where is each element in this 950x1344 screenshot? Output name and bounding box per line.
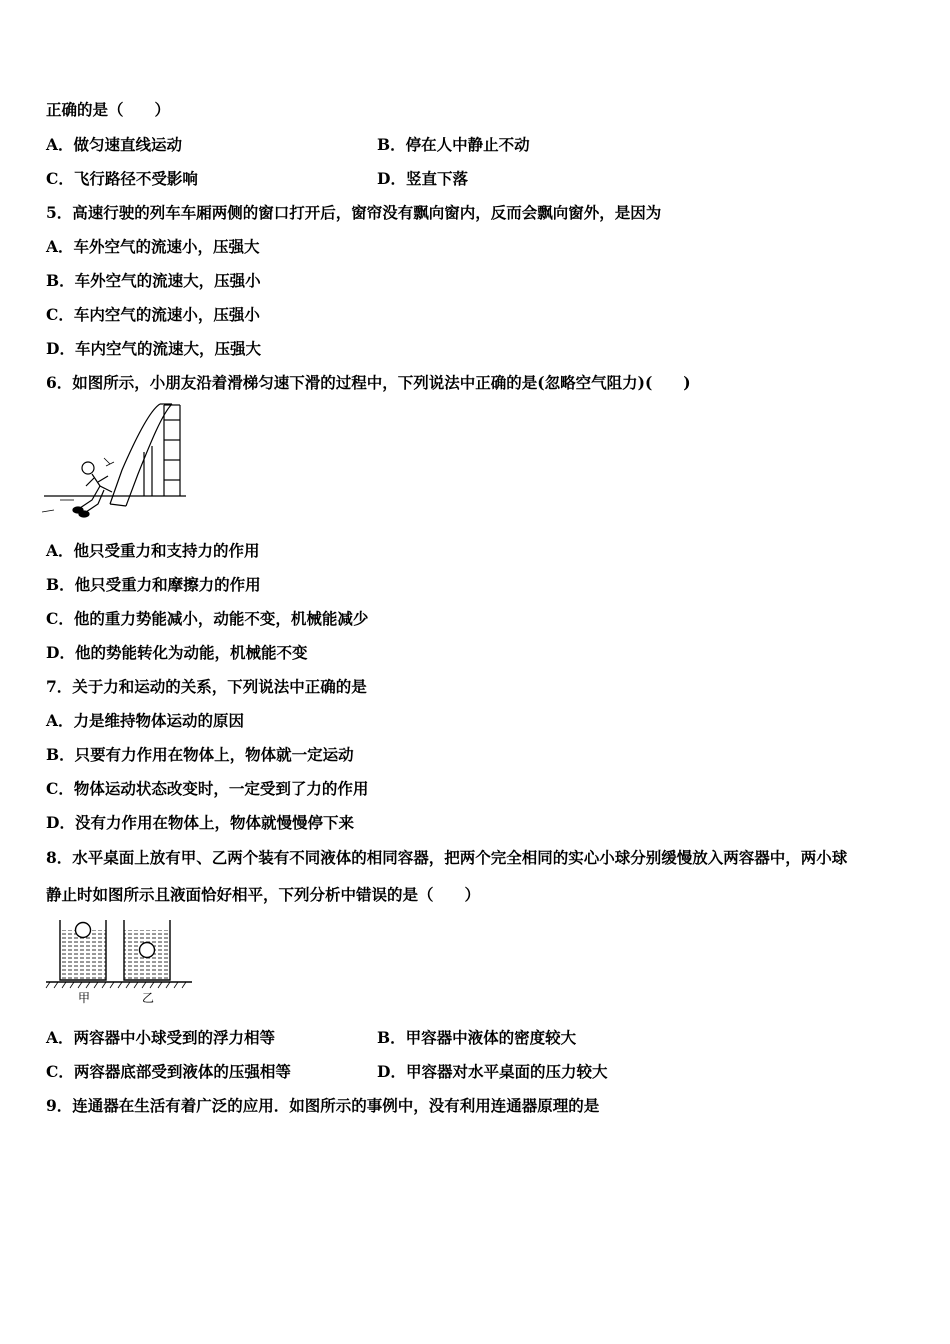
containers-figure (44, 916, 194, 1008)
q4-stem-tail: 正确的是（ ） (46, 100, 171, 119)
q5-option-d[interactable]: D．车内空气的流速大，压强大 (46, 339, 261, 358)
q8-stem-line1: 8．水平桌面上放有甲、乙两个装有不同液体的相同容器，把两个完全相同的实心小球分别缓慢放入两容器中，两小球 (46, 848, 848, 867)
q5-option-b[interactable]: B．车外空气的流速大，压强小 (46, 271, 261, 290)
q8-option-d[interactable]: D．甲容器对水平桌面的压力较大 (377, 1062, 608, 1081)
q8-stem-line2: 静止时如图所示且液面恰好相平，下列分析中错误的是（ ） (46, 885, 481, 904)
label-jia: 甲 (78, 991, 91, 1005)
q5-option-a[interactable]: A．车外空气的流速小，压强大 (46, 237, 260, 256)
q4-option-d[interactable]: D．竖直下落 (377, 169, 468, 188)
q4-option-c[interactable]: C．飞行路径不受影响 (46, 169, 198, 188)
q7-option-b[interactable]: B．只要有力作用在物体上，物体就一定运动 (46, 745, 354, 764)
q8-option-c[interactable]: C．两容器底部受到液体的压强相等 (46, 1062, 291, 1081)
q6-option-c[interactable]: C．他的重力势能减小，动能不变，机械能减少 (46, 609, 369, 628)
q6-option-a[interactable]: A．他只受重力和支持力的作用 (46, 541, 260, 560)
q8-option-b[interactable]: B．甲容器中液体的密度较大 (377, 1028, 577, 1047)
q6-option-d[interactable]: D．他的势能转化为动能，机械能不变 (46, 643, 308, 662)
q4-option-a[interactable]: A．做匀速直线运动 (46, 135, 183, 154)
q9-stem: 9．连通器在生活有着广泛的应用．如图所示的事例中，没有利用连通器原理的是 (46, 1096, 600, 1115)
q7-option-d[interactable]: D．没有力作用在物体上，物体就慢慢停下来 (46, 813, 354, 832)
q6-option-b[interactable]: B．他只受重力和摩擦力的作用 (46, 575, 261, 594)
label-yi: 乙 (142, 991, 155, 1005)
q6-stem: 6．如图所示，小朋友沿着滑梯匀速下滑的过程中，下列说法中正确的是(忽略空气阻力)( ) (46, 373, 691, 392)
q5-stem: 5．高速行驶的列车车厢两侧的窗口打开后，窗帘没有飘向窗内，反而会飘向窗外，是因为 (46, 203, 662, 222)
q4-option-b[interactable]: B．停在人中静止不动 (377, 135, 530, 154)
q7-stem: 7．关于力和运动的关系，下列说法中正确的是 (46, 677, 367, 696)
q7-option-c[interactable]: C．物体运动状态改变时，一定受到了力的作用 (46, 779, 369, 798)
q7-option-a[interactable]: A．力是维持物体运动的原因 (46, 711, 245, 730)
q5-option-c[interactable]: C．车内空气的流速小，压强小 (46, 305, 260, 324)
q8-option-a[interactable]: A．两容器中小球受到的浮力相等 (46, 1028, 276, 1047)
slide-figure (40, 400, 190, 525)
